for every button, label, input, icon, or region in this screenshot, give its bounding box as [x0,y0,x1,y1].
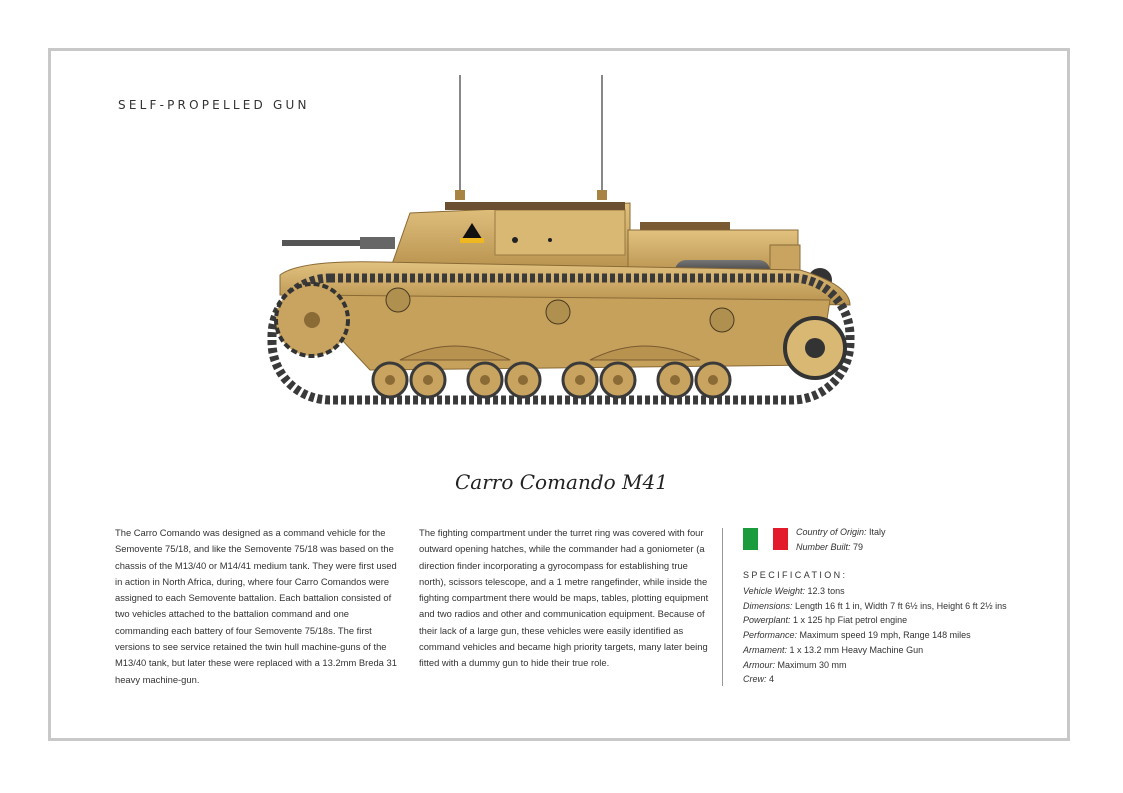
spec-item [743,613,1063,628]
category-label: SELF-PROPELLED GUN [118,98,310,112]
built-value: 79 [850,542,864,552]
country-value: Italy [866,527,886,537]
spec-item [743,672,1063,687]
specification-heading: SPECIFICATION: [743,570,848,580]
flag-stripe-red [773,528,788,550]
country-of-origin [796,525,886,540]
flag-stripe-white [758,528,773,550]
specification-list [743,584,1063,687]
spec-value: 12.3 tons [805,586,845,596]
spec-item [743,643,1063,658]
country-label: Country of Origin: [796,527,867,537]
spec-value: Maximum speed 19 mph, Range 148 miles [797,630,971,641]
spec-item [743,628,1063,643]
spec-label: Vehicle Weight: [743,586,806,596]
flag-stripe-green [743,528,758,550]
spec-label: Performance: [743,630,798,641]
tank-illustration [260,70,860,415]
italy-flag-icon [743,528,788,550]
spec-label: Armament: [743,644,788,655]
spec-label: Armour: [743,659,776,670]
origin-info [796,525,886,555]
number-built [796,540,886,555]
spec-value: 4 [766,674,775,685]
description-column-1: The Carro Comando was designed as a command vehicle for the Semovente 75/18, and like the Semovente 75/18 was based on the chassis of the M13/40 or M14/41 medium tank. They were first used in action in North Africa, during, where four Carro Comandos were assigned to each Semovente battalion. Each battalion consisted of two vehicles attached to the battalion command and one commanding each battery of four Semovente 75/18s. The first versions to see service retained the twin hull machine-guns of the M13/40 tank, but later these were replaced with a 13.2mm Breda 31 heavy machine-gun. [115,527,397,685]
description-column-2: The fighting compartment under the turret ring was covered with four outward opening hatches, while the commander had a goniometer (a direction finder incorporating a gyrocompass for establishing true north), scissors telescope, and a 1 metre rangefinder, while inside the fighting compartment there would be maps, tables, plotting equipment and two radios and other and communication equipment. Because of their lack of a large gun, these vehicles were easily identified as command vehicles and became high priority targets, many later being fitted with a dummy gun to hide their true role. [419,527,709,669]
column-divider [722,528,723,686]
built-label: Number Built: [796,542,851,552]
spec-value: 1 x 125 hp Fiat petrol engine [790,615,908,626]
vehicle-title: Carro Comando M41 [455,470,668,494]
spec-item [743,599,1063,614]
spec-label: Dimensions: [743,600,793,611]
spec-value: Length 16 ft 1 in, Width 7 ft 6½ ins, Height 6 ft 2½ ins [792,600,1007,611]
spec-item [743,658,1063,673]
spec-value: 1 x 13.2 mm Heavy Machine Gun [787,644,924,655]
spec-label: Crew: [743,674,767,685]
spec-item [743,584,1063,599]
spec-value: Maximum 30 mm [775,659,847,670]
spec-label: Powerplant: [743,615,791,626]
